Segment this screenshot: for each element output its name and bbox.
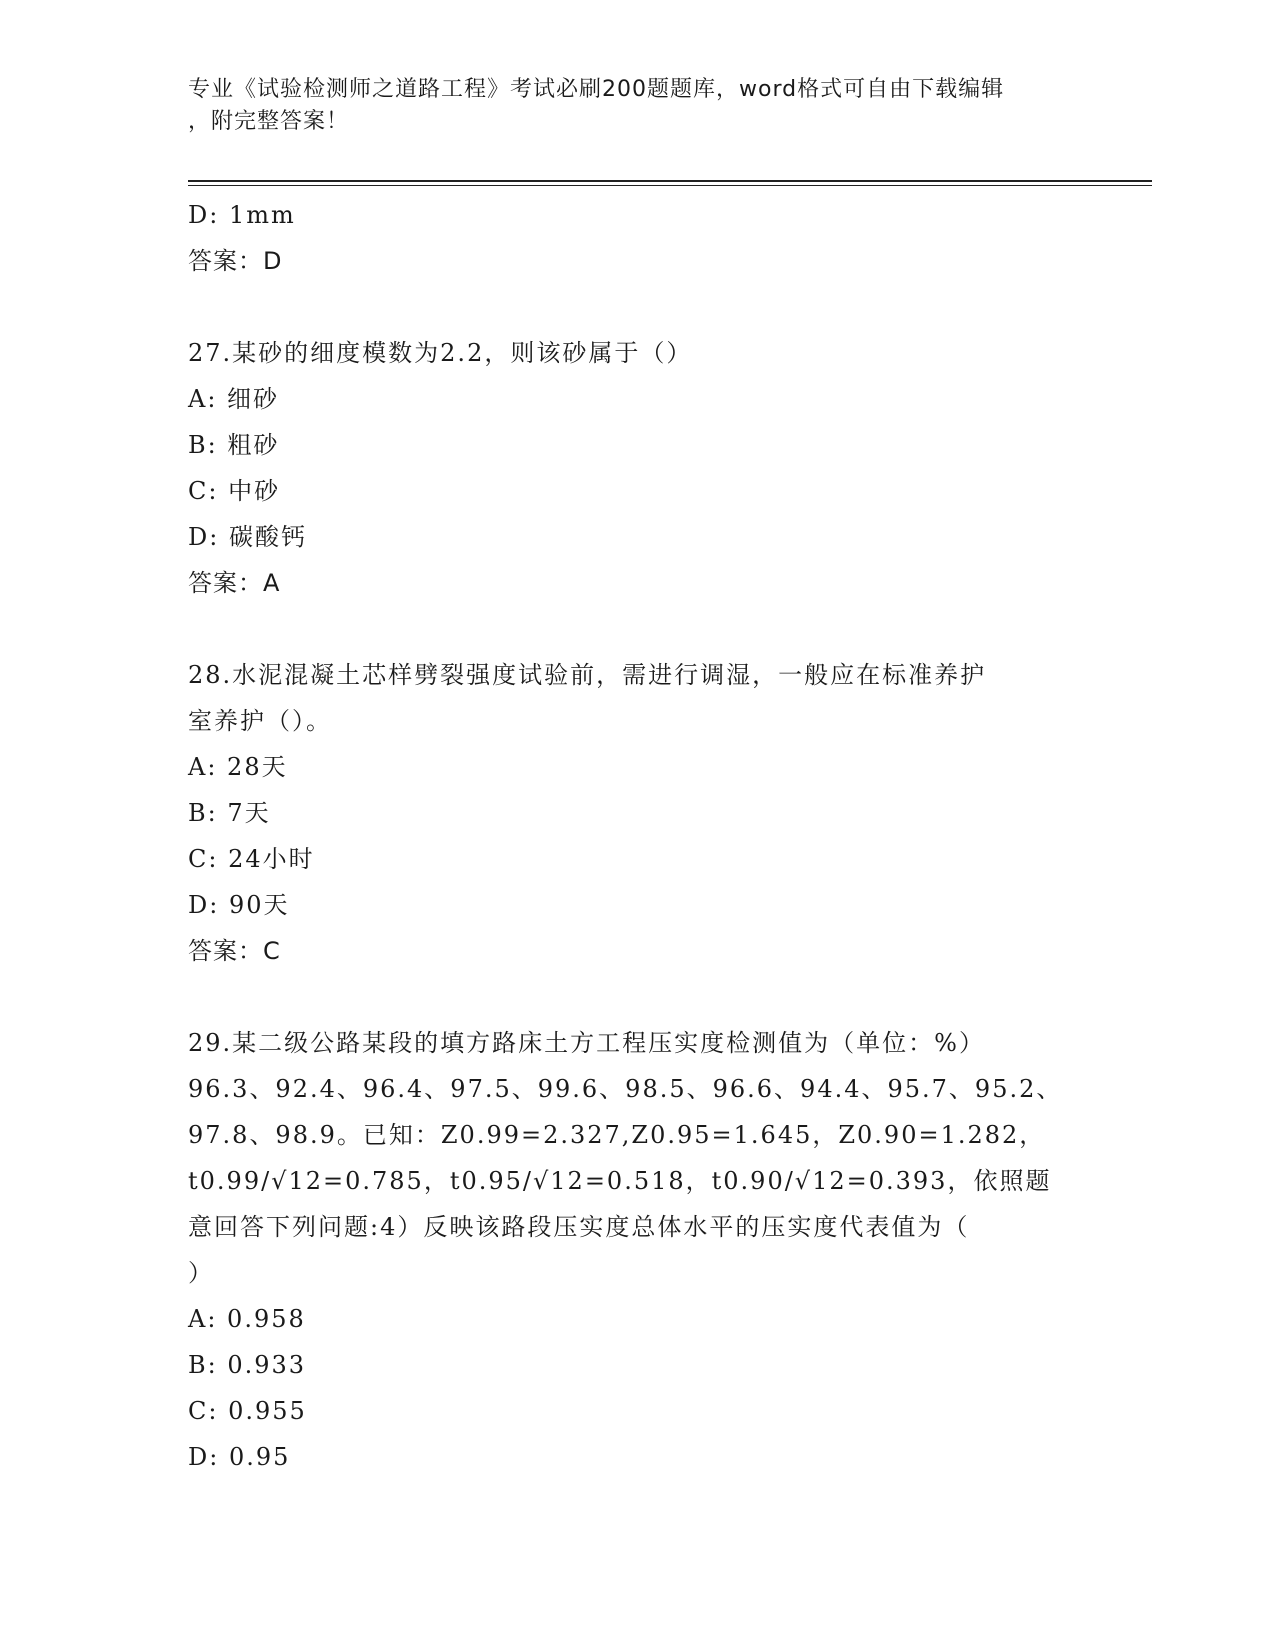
option-d: D: 90天 (188, 891, 290, 919)
question-text-line-1: 29.某二级公路某段的填方路床土方工程压实度检测值为（单位：%） (188, 1029, 985, 1057)
question-text-line-2: 室养护（）。 (188, 707, 332, 735)
option-c: C: 0.955 (188, 1397, 307, 1425)
answer: 答案：D (188, 247, 283, 275)
question-26-tail (188, 192, 1068, 284)
option-b: B: 0.933 (188, 1351, 307, 1379)
question-27 (188, 330, 1068, 606)
header-divider-thick (188, 180, 1152, 182)
option-a: A: 0.958 (188, 1305, 306, 1333)
question-text-line-1: 28.水泥混凝土芯样劈裂强度试验前，需进行调湿，一般应在标准养护 (188, 661, 987, 689)
spacer (188, 606, 1068, 652)
option-b: B: 粗砂 (188, 431, 280, 459)
question-29 (188, 1020, 1068, 1480)
question-text-line-5: 意回答下列问题:4）反映该路段压实度总体水平的压实度代表值为（ (188, 1213, 970, 1241)
question-text-line-4: t0.99/√12=0.785，t0.95/√12=0.518，t0.90/√12=0.393，依照题 (188, 1167, 1052, 1195)
option-a: A: 细砂 (188, 385, 280, 413)
option-a: A: 28天 (188, 753, 288, 781)
question-text-line-2: 96.3、92.4、96.4、97.5、99.6、98.5、96.6、94.4、95.7、95.2、 (188, 1075, 1063, 1103)
header-line-1: 专业《试验检测师之道路工程》考试必刷200题题库，word格式可自由下载编辑 (188, 77, 1005, 102)
option-b: B: 7天 (188, 799, 271, 827)
question-28 (188, 652, 1068, 974)
spacer (188, 284, 1068, 330)
question-text-line-6: ） (188, 1259, 214, 1287)
answer: 答案：A (188, 569, 281, 597)
header-line-2: ，附完整答案！ (188, 109, 350, 134)
option-d: D: 1mm (188, 201, 296, 229)
option-c: C: 24小时 (188, 845, 315, 873)
header-divider-thin (188, 185, 1152, 186)
question-text: 27.某砂的细度模数为2.2，则该砂属于（） (188, 339, 693, 367)
answer: 答案：C (188, 937, 281, 965)
option-d: D: 碳酸钙 (188, 523, 307, 551)
question-text-line-3: 97.8、98.9。已知：Z0.99=2.327,Z0.95=1.645，Z0.90=1.282， (188, 1121, 1046, 1149)
option-d: D: 0.95 (188, 1443, 291, 1471)
spacer (188, 974, 1068, 1020)
document-header (188, 74, 1068, 138)
option-c: C: 中砂 (188, 477, 281, 505)
question-list (188, 192, 1068, 1480)
